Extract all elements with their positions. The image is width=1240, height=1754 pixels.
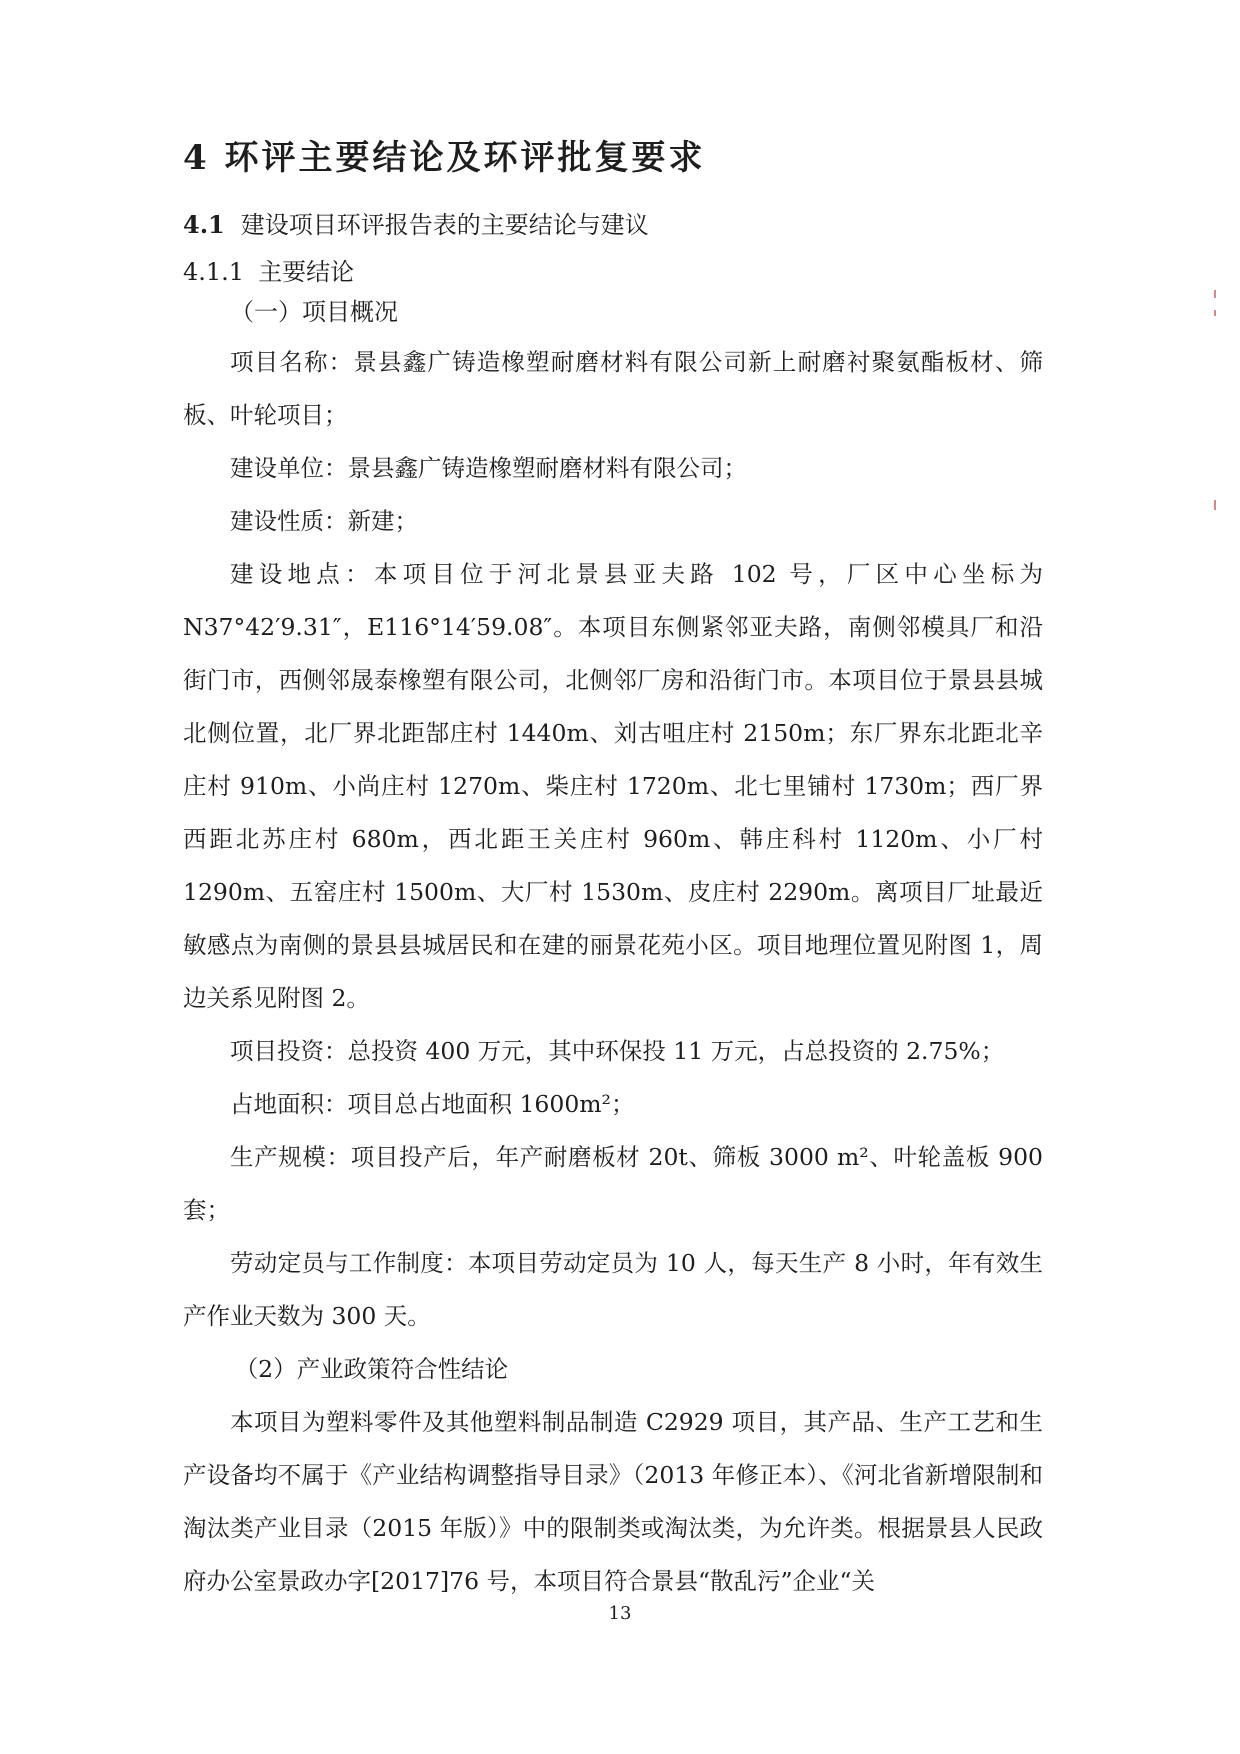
body-text [183, 336, 1043, 1608]
paragraph-project-name: 项目名称：景县鑫广铸造橡塑耐磨材料有限公司新上耐磨衬聚氨酯板材、筛板、叶轮项目； [183, 348, 1043, 429]
subsection-title: 主要结论 [258, 258, 355, 286]
section-number: 4.1 [183, 210, 225, 239]
paragraph-location: 建设地点：本项目位于河北景县亚夫路 102 号，厂区中心坐标为 N37°42′9.31″，E116°14′59.08″。本项目东侧紧邻亚夫路，南侧邻模具厂和沿街门市，西侧邻晟泰橡塑有限公司，北侧邻厂房和沿街门市。本项目位于景县县城北侧位置，北厂界北距郜庄村 1440m、刘古咀庄村 2150m；东厂界东北距北辛庄村 910m、小尚庄村 1270m、柴庄村 1720m、北七里铺村 1730m；西厂界西距北苏庄村 680m，西北距王关庄村 960m、韩庄科村 1120m、小厂村 1290m、五窑庄村 1500m、大厂村 1530m、皮庄村 2290m。离项目厂址最近敏感点为南侧的景县县城居民和在建的丽景花苑小区。项目地理位置见附图 1，周边关系见附图 2。 [183, 560, 1043, 1012]
page-number: 13 [608, 1603, 632, 1624]
item-heading: （一）项目概况 [230, 298, 398, 326]
section-title: 建设项目环评报告表的主要结论与建议 [240, 211, 649, 239]
subheading-policy: （2）产业政策符合性结论 [234, 1355, 509, 1383]
subsection-number: 4.1.1 [183, 258, 245, 286]
paragraph-scale: 生产规模：项目投产后，年产耐磨板材 20t、筛板 3000 m²、叶轮盖板 900 套； [183, 1143, 1043, 1224]
paragraph-staffing: 劳动定员与工作制度：本项目劳动定员为 10 人，每天生产 8 小时，年有效生产作业天数为 300 天。 [183, 1249, 1043, 1330]
paragraph-policy: 本项目为塑料零件及其他塑料制品制造 C2929 项目，其产品、生产工艺和生产设备均不属于《产业结构调整指导目录》（2013 年修正本）、《河北省新增限制和淘汰类产业目录（2015 年版）》中的限制类或淘汰类，为允许类。根据景县人民政府办公室景政办字[2017]76 号，本项目符合景县“散乱污”企业“关 [183, 1408, 1043, 1595]
paragraph-area: 占地面积：项目总占地面积 1600m²； [230, 1090, 635, 1118]
paragraph-investment: 项目投资：总投资 400 万元，其中环保投 11 万元，占总投资的 2.75%； [230, 1037, 1005, 1065]
paragraph-builder: 建设单位：景县鑫广铸造橡塑耐磨材料有限公司； [230, 454, 747, 482]
paragraph-nature: 建设性质：新建； [230, 507, 418, 535]
section-heading [183, 205, 649, 240]
chapter-heading: 4 环评主要结论及环评批复要求 [183, 138, 706, 178]
subsection-heading [183, 252, 354, 287]
scan-specks-decoration [1214, 290, 1218, 530]
